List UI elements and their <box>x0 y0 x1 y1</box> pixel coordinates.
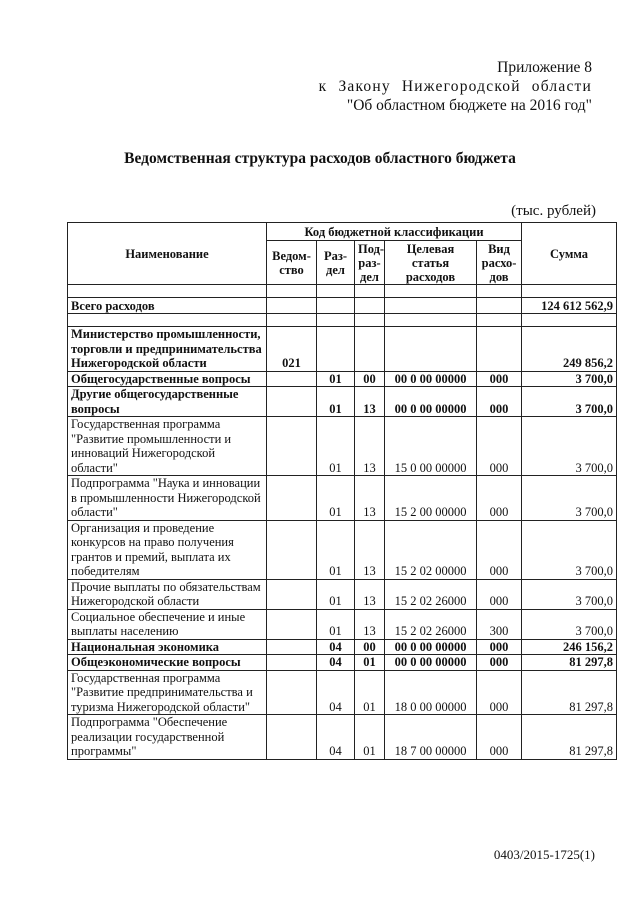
header-expense-type: Вид расхо- дов <box>477 241 522 285</box>
row-name: Государственная программа "Развитие промышленности и инноваций Нижегородской области" <box>68 417 267 476</box>
row-subsection: 00 <box>355 371 385 387</box>
spacer-row <box>68 314 617 327</box>
row-subsection: 01 <box>355 670 385 715</box>
row-subsection: 13 <box>355 520 385 579</box>
row-target: 18 0 00 00000 <box>385 670 477 715</box>
row-target: 15 0 00 00000 <box>385 417 477 476</box>
row-section: 01 <box>317 387 355 417</box>
table-body <box>68 285 617 760</box>
header-target: Целевая статья расходов <box>385 241 477 285</box>
row-name: Другие общегосударственные вопросы <box>68 387 267 417</box>
header-ministry: Ведом- ство <box>267 241 317 285</box>
row-section: 01 <box>317 579 355 609</box>
table-row <box>68 670 617 715</box>
appendix-number: Приложение 8 <box>497 59 592 76</box>
row-amount: 3 700,0 <box>522 476 617 521</box>
row-amount: 81 297,8 <box>522 655 617 671</box>
row-amount: 81 297,8 <box>522 715 617 760</box>
table-row <box>68 387 617 417</box>
header-code-group: Код бюджетной классификации <box>267 223 522 241</box>
table-row <box>68 476 617 521</box>
row-target: 00 0 00 00000 <box>385 639 477 655</box>
row-amount: 3 700,0 <box>522 520 617 579</box>
total-amount: 124 612 562,9 <box>522 298 617 314</box>
row-name: Организация и проведение конкурсов на право получения грантов и премий, выплата их победителям <box>68 520 267 579</box>
row-section: 04 <box>317 670 355 715</box>
table-row <box>68 579 617 609</box>
row-subsection <box>355 327 385 372</box>
row-ministry <box>267 579 317 609</box>
appendix-law-title: "Об областном бюджете на 2016 год" <box>346 97 592 114</box>
row-section: 01 <box>317 417 355 476</box>
row-name: Подпрограмма "Обеспечение реализации государственной программы" <box>68 715 267 760</box>
row-ministry <box>267 371 317 387</box>
document-title: Ведомственная структура расходов областного бюджета <box>124 150 516 167</box>
row-ministry <box>267 655 317 671</box>
row-subsection: 13 <box>355 476 385 521</box>
row-ministry <box>267 417 317 476</box>
row-expense-type: 000 <box>477 655 522 671</box>
row-ministry <box>267 715 317 760</box>
row-amount: 3 700,0 <box>522 417 617 476</box>
row-amount: 246 156,2 <box>522 639 617 655</box>
row-section: 04 <box>317 655 355 671</box>
row-ministry <box>267 609 317 639</box>
row-ministry <box>267 520 317 579</box>
row-expense-type <box>477 327 522 372</box>
row-name: Министерство промышленности, торговли и предпринимательства Нижегородской области <box>68 327 267 372</box>
row-expense-type: 000 <box>477 639 522 655</box>
table-row <box>68 520 617 579</box>
row-name: Государственная программа "Развитие предпринимательства и туризма Нижегородской области" <box>68 670 267 715</box>
row-name: Социальное обеспечение и иные выплаты населению <box>68 609 267 639</box>
row-name: Подпрограмма "Наука и инновации в промышленности Нижегородской области" <box>68 476 267 521</box>
row-amount: 249 856,2 <box>522 327 617 372</box>
row-amount: 3 700,0 <box>522 609 617 639</box>
row-expense-type: 000 <box>477 387 522 417</box>
row-expense-type: 000 <box>477 417 522 476</box>
table-row <box>68 417 617 476</box>
budget-table <box>67 222 617 760</box>
row-amount: 3 700,0 <box>522 579 617 609</box>
units-label: (тыс. рублей) <box>511 203 596 219</box>
row-section: 01 <box>317 520 355 579</box>
row-expense-type: 000 <box>477 715 522 760</box>
row-expense-type: 000 <box>477 579 522 609</box>
row-section: 01 <box>317 476 355 521</box>
row-name: Прочие выплаты по обязательствам Нижегородской области <box>68 579 267 609</box>
row-subsection: 01 <box>355 655 385 671</box>
document-code: 0403/2015-1725(1) <box>493 847 595 862</box>
header-name: Наименование <box>68 223 267 285</box>
row-ministry: 021 <box>267 327 317 372</box>
row-target: 15 2 02 26000 <box>385 609 477 639</box>
row-ministry <box>267 639 317 655</box>
row-amount: 81 297,8 <box>522 670 617 715</box>
row-section: 04 <box>317 715 355 760</box>
table-row <box>68 609 617 639</box>
total-label: Всего расходов <box>68 298 267 314</box>
table-row <box>68 715 617 760</box>
row-subsection: 00 <box>355 639 385 655</box>
row-section: 01 <box>317 371 355 387</box>
header-amount: Сумма <box>522 223 617 285</box>
total-row <box>68 298 617 314</box>
row-target: 00 0 00 00000 <box>385 387 477 417</box>
row-amount: 3 700,0 <box>522 387 617 417</box>
header-section: Раз- дел <box>317 241 355 285</box>
row-ministry <box>267 476 317 521</box>
table-row <box>68 655 617 671</box>
row-name: Общегосударственные вопросы <box>68 371 267 387</box>
appendix-block <box>319 58 592 115</box>
row-name: Национальная экономика <box>68 639 267 655</box>
appendix-law: к Закону Нижегородской области <box>318 78 592 95</box>
row-section <box>317 327 355 372</box>
row-expense-type: 000 <box>477 371 522 387</box>
row-expense-type: 000 <box>477 476 522 521</box>
row-target: 00 0 00 00000 <box>385 371 477 387</box>
table-row <box>68 371 617 387</box>
row-ministry <box>267 670 317 715</box>
row-name: Общеэкономические вопросы <box>68 655 267 671</box>
row-expense-type: 000 <box>477 520 522 579</box>
header-subsection: Под- раз- дел <box>355 241 385 285</box>
row-expense-type: 000 <box>477 670 522 715</box>
table-row <box>68 327 617 372</box>
row-target: 00 0 00 00000 <box>385 655 477 671</box>
row-amount: 3 700,0 <box>522 371 617 387</box>
row-ministry <box>267 387 317 417</box>
row-subsection: 13 <box>355 417 385 476</box>
row-expense-type: 300 <box>477 609 522 639</box>
row-subsection: 01 <box>355 715 385 760</box>
row-target: 18 7 00 00000 <box>385 715 477 760</box>
row-target: 15 2 00 00000 <box>385 476 477 521</box>
row-section: 01 <box>317 609 355 639</box>
row-target: 15 2 02 26000 <box>385 579 477 609</box>
row-subsection: 13 <box>355 609 385 639</box>
row-subsection: 13 <box>355 387 385 417</box>
row-section: 04 <box>317 639 355 655</box>
spacer-row <box>68 285 617 298</box>
row-subsection: 13 <box>355 579 385 609</box>
row-target <box>385 327 477 372</box>
row-target: 15 2 02 00000 <box>385 520 477 579</box>
table-row <box>68 639 617 655</box>
